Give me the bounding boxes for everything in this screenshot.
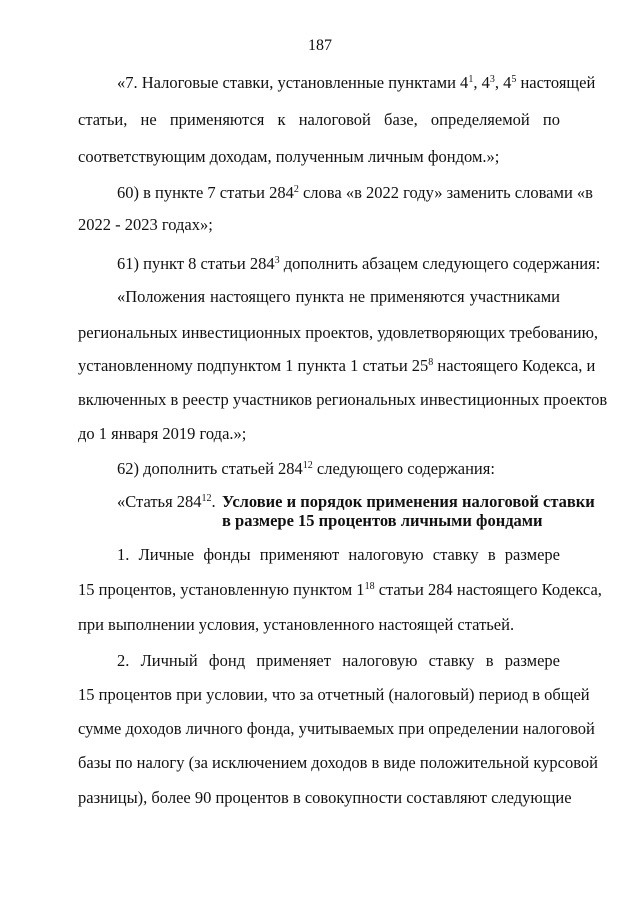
text-line: при выполнении условия, установленного настоящей статьей. xyxy=(78,615,515,634)
text-line: 1. Личные фонды применяют налоговую ставку в размере xyxy=(117,545,560,564)
text-line: 2022 - 2023 годах»; xyxy=(78,215,213,234)
page-number: 187 xyxy=(308,37,332,54)
text-line: разницы), более 90 процентов в совокупности составляют следующие xyxy=(78,788,572,807)
text-line: сумме доходов личного фонда, учитываемых при определении налоговой xyxy=(78,719,595,738)
article-title-line-2: в размере 15 процентов личными фондами xyxy=(222,511,543,530)
article-label: «Статья $284^{12}$. xyxy=(117,492,216,511)
text-line: 2. Личный фонд применяет налоговую ставку в размере xyxy=(117,651,560,670)
text-line: 60) в пункте 7 статьи $284^2$ слова «в 2022 году» заменить словами «в xyxy=(117,183,593,202)
text-line: региональных инвестиционных проектов, удовлетворяющих требованию, xyxy=(78,323,599,342)
text-line: базы по налогу (за исключением доходов в виде положительной курсовой xyxy=(78,753,598,772)
text-line: установленному подпунктом 1 пункта 1 статьи $25^8$ настоящего Кодекса, и xyxy=(78,356,596,375)
text-line: 61) пункт 8 статьи $284^3$ дополнить абзацем следующего содержания: xyxy=(117,254,601,273)
text-line: 15 процентов при условии, что за отчетный (налоговый) период в общей xyxy=(78,685,590,704)
text-line: 15 процентов, установленную пунктом $1^{18}$ статьи 284 настоящего Кодекса, xyxy=(78,580,602,599)
text-line: «7. Налоговые ставки, установленные пунктами $4^1$, $4^3$, $4^5$ настоящей xyxy=(117,73,596,92)
text-line: включенных в реестр участников региональных инвестиционных проектов xyxy=(78,390,608,409)
text-line: статьи, не применяются к налоговой базе, определяемой по xyxy=(78,110,560,129)
article-title-line-1: Условие и порядок применения налоговой ставки xyxy=(222,492,595,511)
text-line: 62) дополнить статьей $284^{12}$ следующего содержания: xyxy=(117,459,495,478)
text-line: до 1 января 2019 года.»; xyxy=(78,424,247,443)
text-line: «Положения настоящего пункта не применяются участниками xyxy=(117,287,560,306)
text-line: соответствующим доходам, полученным личным фондом.»; xyxy=(78,147,500,166)
